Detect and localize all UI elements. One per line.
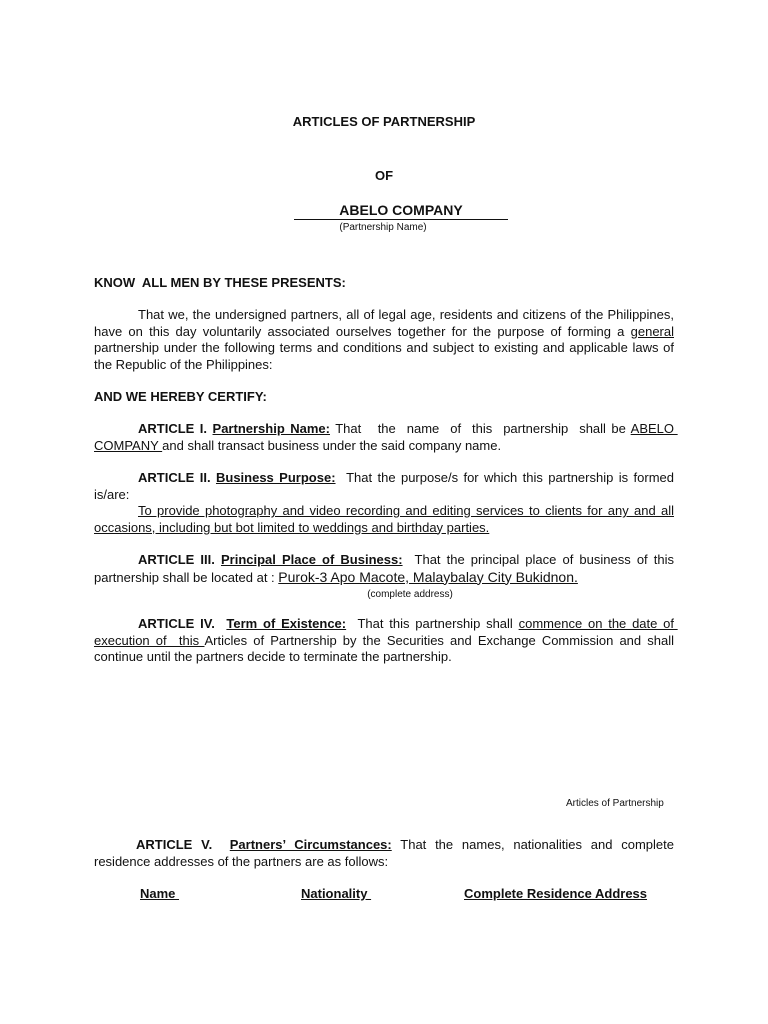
partnership-name-line [294,202,508,220]
intro-text-2: partnership under the following terms and conditions and subject to existing and applicable laws of the Republic of the Philippines: [94,340,674,372]
article-1-company-name: ABELO COMPANY [94,421,678,453]
article-4-label: ARTICLE IV. [138,616,215,631]
know-all-heading: KNOW ALL MEN BY THESE PRESENTS: [94,275,346,290]
article-1-text-2: and shall transact business under the said company name. [162,437,502,453]
column-name: Name [140,886,180,901]
article-4-heading: Term of Existence: [226,616,347,631]
article-5-label: ARTICLE V. [136,837,213,852]
general-term: general [630,323,674,339]
article-3 [94,552,678,586]
running-footer: Articles of Partnership [566,798,664,809]
article-2-label: ARTICLE II. [138,470,211,485]
article-1-text-1: That the name of this partnership shall be [330,421,631,436]
article-2-text-1: That the purpose/s for which this partnership is formed is/are: [94,470,678,502]
article-3-address: Purok-3 Apo Macote, Malaybalay City Bukidnon. [278,568,578,585]
article-4-commence: commence on the date of execution of this [94,616,678,648]
address-caption: (complete address) [367,589,453,600]
intro-paragraph [94,307,674,373]
article-2-purpose: To provide photography and video recording and editing services to clients for any and all occasions, including but bot limited to weddings and birthday parties. [94,503,674,535]
article-1 [94,421,678,454]
article-3-text-1: That the principal place of business of this partnership shall be located at : [94,552,678,585]
article-5-heading: Partners’ Circumstances: [229,837,392,852]
intro-text-1: That we, the undersigned partners, all of legal age, residents and citizens of the Philippines, have on this day voluntarily associated ourselves together for the purpose of forming a [94,307,674,339]
article-3-label: ARTICLE III. [138,552,215,567]
article-2-heading: Business Purpose: [215,470,336,485]
of-line: OF [374,168,394,183]
article-3-heading: Principal Place of Business: [220,552,403,567]
article-1-label: ARTICLE I. [138,421,208,436]
partnership-name-caption: (Partnership Name) [339,222,427,233]
document-title: ARTICLES OF PARTNERSHIP [292,114,476,129]
article-4 [94,616,678,666]
column-address: Complete Residence Address [464,886,648,901]
article-5-text-1: That the names, nationalities and complete residence addresses of the partners are as follows: [94,837,678,869]
column-nationality: Nationality [301,886,372,901]
article-4-text-2: Articles of Partnership by the Securities and Exchange Commission and shall continue until the partners decide to terminate the partnership. [94,632,678,664]
certify-heading: AND WE HEREBY CERTIFY: [94,389,267,404]
article-5 [94,837,678,870]
article-4-text-1: That this partnership shall [346,616,519,631]
partnership-name: ABELO COMPANY [339,202,463,218]
article-1-heading: Partnership Name: [212,421,330,436]
article-2 [94,470,678,503]
